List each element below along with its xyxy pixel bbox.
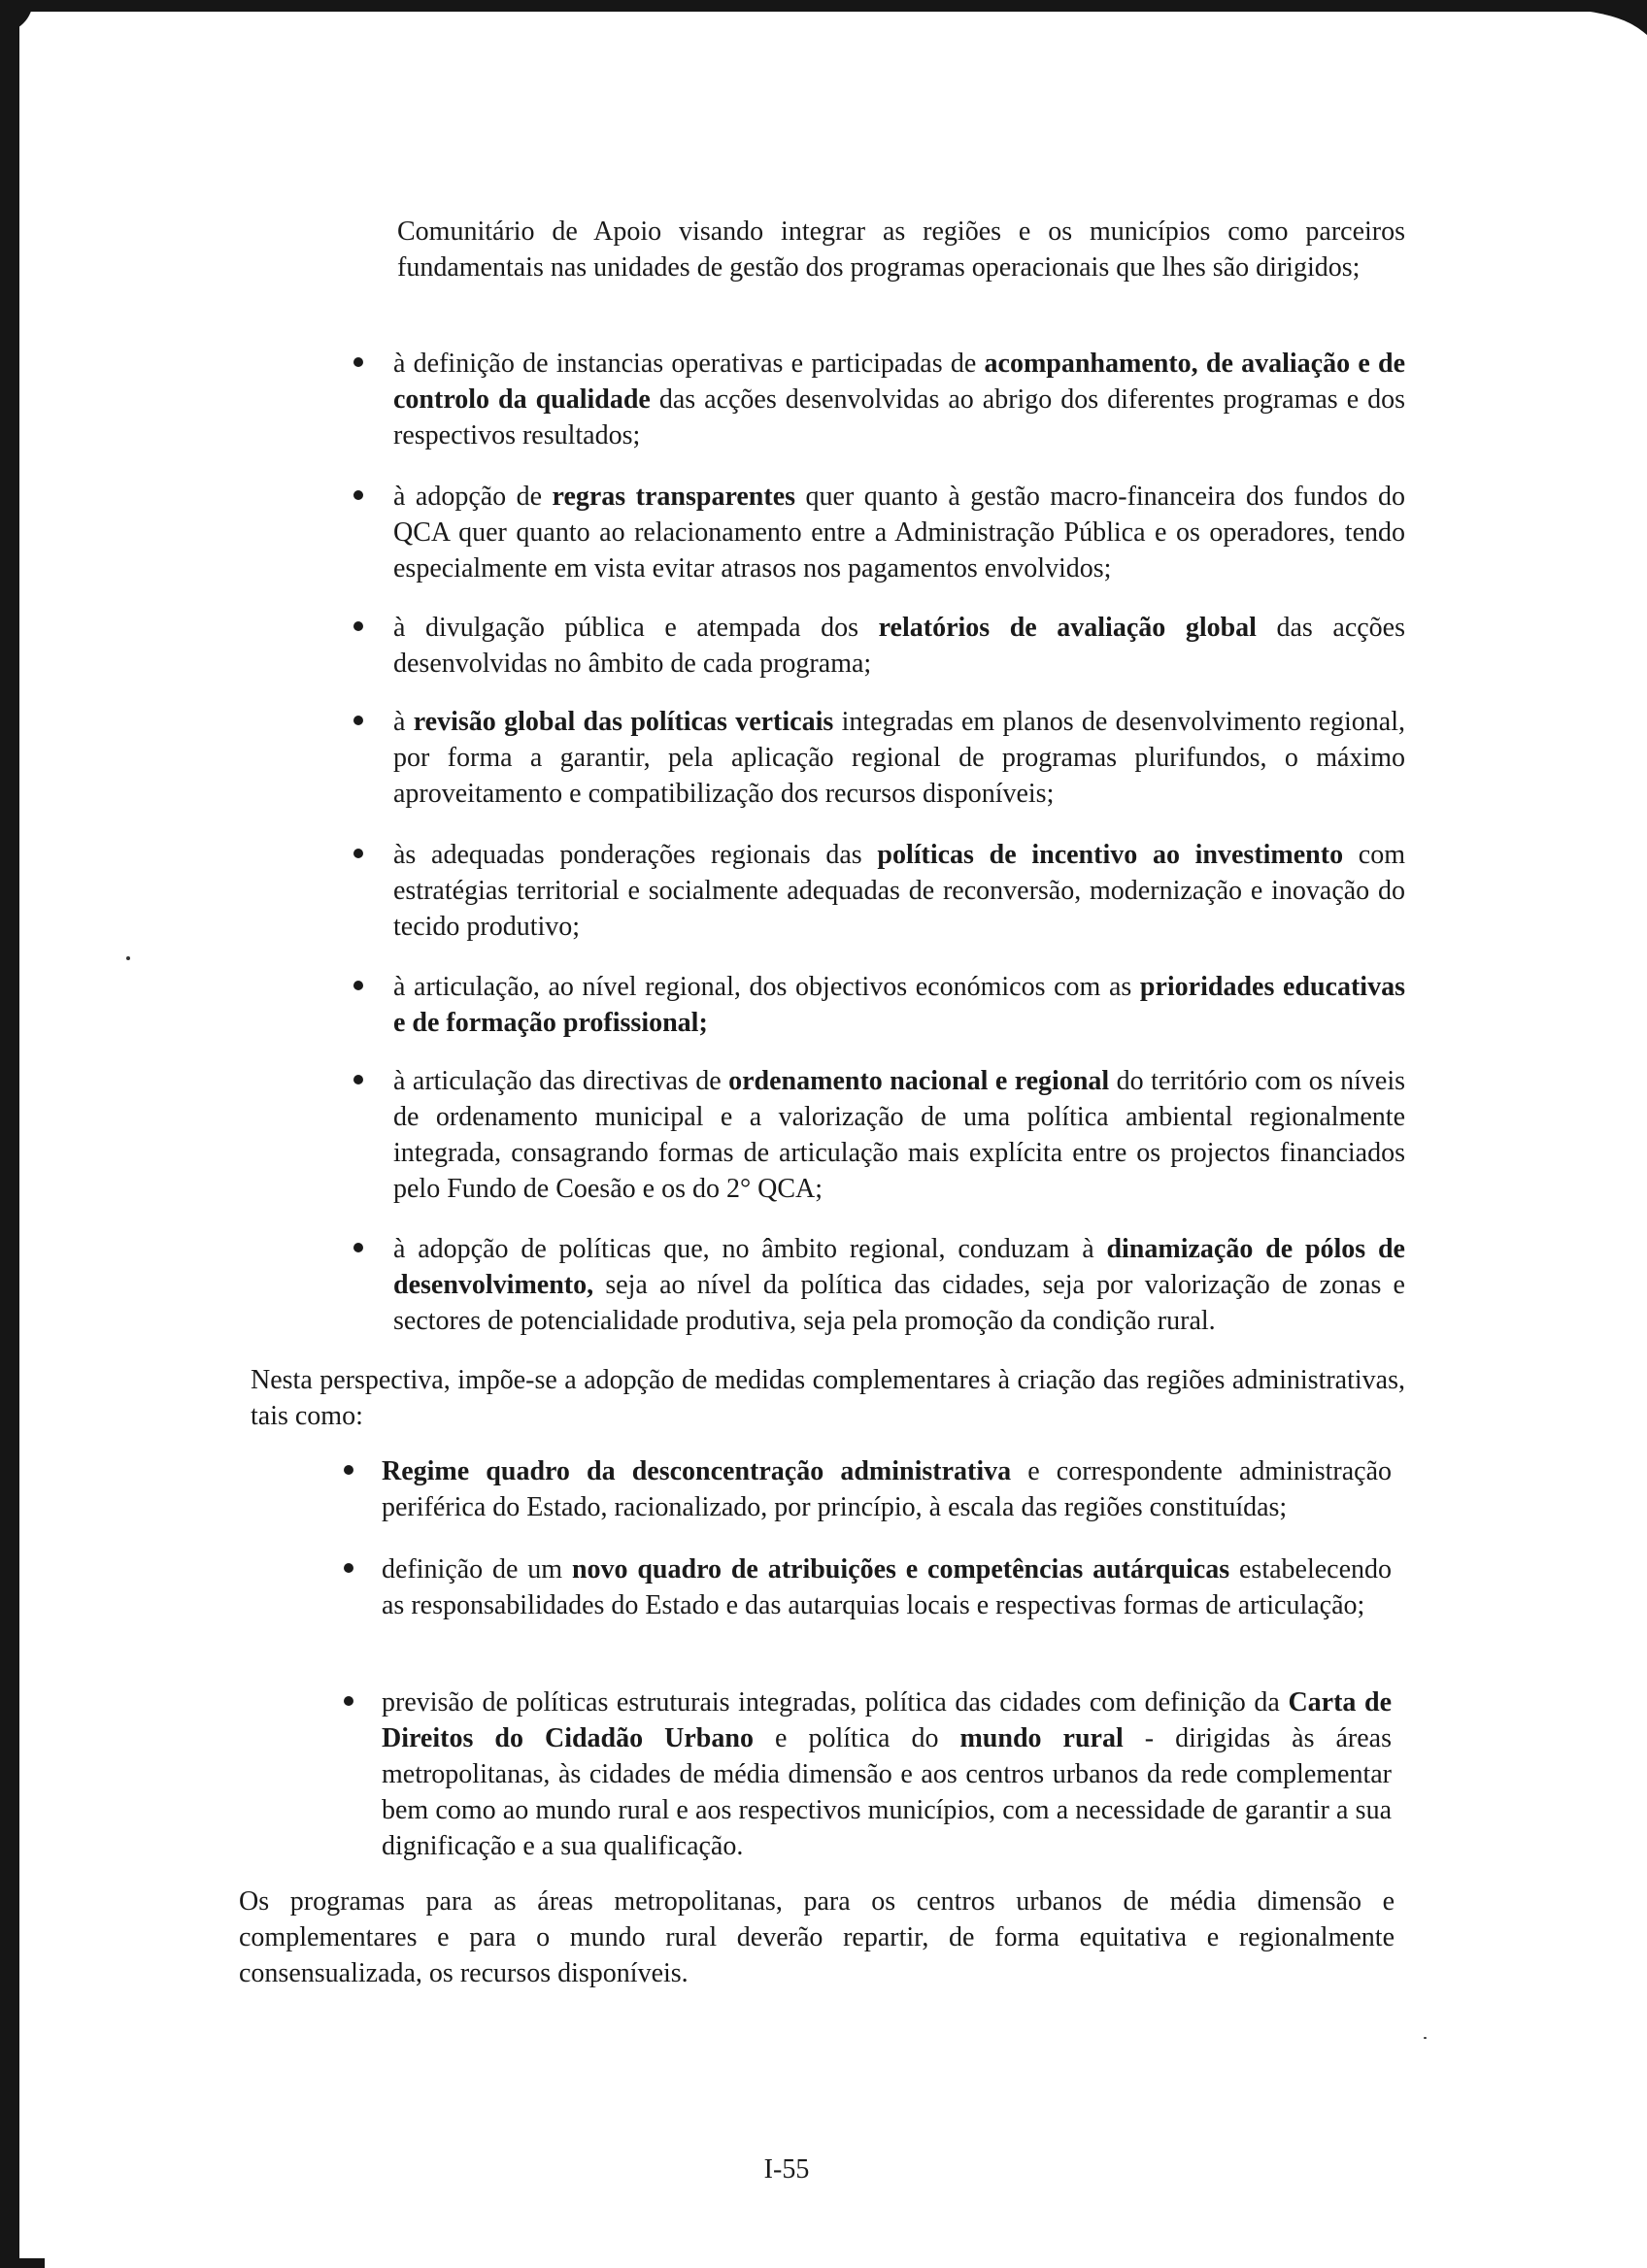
bullet-item xyxy=(393,969,1405,1041)
bullet-bold: políticas de incentivo ao investimento xyxy=(877,840,1344,870)
scan-border-top xyxy=(0,0,1647,12)
bullet-text: das acções desenvolvidas no âmbito de cada programa; xyxy=(393,613,1405,679)
bullet-text: à adopção de políticas que, no âmbito regional, conduzam à xyxy=(393,1234,1107,1264)
scan-border-bottom-left xyxy=(0,2258,45,2268)
bullet-bold: acompanhamento, de avaliação e de controlo da qualidade xyxy=(393,349,1406,415)
scan-corner-top-right xyxy=(1554,0,1647,35)
scan-speck xyxy=(1424,2037,1427,2039)
bullet-icon xyxy=(353,490,363,500)
bullet-bold: ordenamento nacional e regional xyxy=(728,1066,1110,1096)
scan-speck xyxy=(126,956,130,960)
bullet-icon xyxy=(344,1465,353,1475)
bullet-text: e política do xyxy=(753,1723,960,1753)
middle-text: Nesta perspectiva, impõe-se a adopção de medidas complementares à criação das regiões administrativas, tais como: xyxy=(251,1365,1405,1431)
bullet-text: à articulação, ao nível regional, dos objectivos económicos com as xyxy=(393,972,1140,1002)
bullet-text: à articulação das directivas de xyxy=(393,1066,729,1096)
scan-border-left xyxy=(0,0,19,2268)
sub-bullet-item xyxy=(382,1684,1392,1864)
bullet-bold: mundo rural xyxy=(959,1723,1124,1753)
bullet-bold: Regime quadro da desconcentração administrativa xyxy=(382,1456,1012,1486)
bullet-text: das acções desenvolvidas ao abrigo dos diferentes programas e dos respectivos resultados; xyxy=(393,384,1405,450)
bullet-icon xyxy=(353,1243,363,1252)
bullet-bold: relatórios de avaliação global xyxy=(878,613,1257,643)
page-number: I-55 xyxy=(763,2154,810,2185)
bullet-text: e correspondente administração periférica do Estado, racionalizado, por princípio, à escala das regiões constituídas; xyxy=(382,1456,1392,1522)
bullet-text: à adopção de xyxy=(393,482,553,512)
bullet-bold: regras transparentes xyxy=(552,482,796,512)
closing-paragraph xyxy=(239,1884,1395,1991)
bullet-item xyxy=(393,610,1405,682)
bullet-icon xyxy=(344,1563,353,1573)
bullet-item xyxy=(393,1063,1405,1207)
bullet-text: do território com os níveis de ordenamento municipal e a valorização de uma política ambiental regionalmente integrada, consagrando formas de articulação mais explícita entre os projectos financiados pelo Fundo de Coesão e os do 2° QCA; xyxy=(393,1066,1406,1204)
scan-corner xyxy=(0,0,33,33)
bullet-text: às adequadas ponderações regionais das xyxy=(393,840,878,870)
intro-text: Comunitário de Apoio visando integrar as regiões e os municípios como parceiros fundamentais nas unidades de gestão dos programas operacionais que lhes são dirigidos; xyxy=(397,217,1405,283)
bullet-item xyxy=(393,479,1405,586)
bullet-text: quer quanto à gestão macro-financeira dos fundos do QCA quer quanto ao relacionamento entre a Administração Pública e os operadores, tendo especialmente em vista evitar atrasos nos pagamentos envolvidos; xyxy=(393,482,1405,584)
bullet-icon xyxy=(353,1075,363,1084)
bullet-icon xyxy=(344,1696,353,1706)
bullet-icon xyxy=(353,981,363,990)
bullet-text: definição de um xyxy=(382,1554,572,1584)
bullet-text: estabelecendo as responsabilidades do Estado e das autarquias locais e respectivas formas de articulação; xyxy=(382,1554,1393,1620)
bullet-text: à definição de instancias operativas e participadas de xyxy=(393,349,985,379)
bullet-icon xyxy=(353,716,363,725)
bullet-bold: dinamização de pólos de desenvolvimento, xyxy=(393,1234,1405,1300)
bullet-text: seja ao nível da política das cidades, seja por valorização de zonas e sectores de potencialidade produtiva, seja pela promoção da condição rural. xyxy=(393,1270,1405,1336)
bullet-item xyxy=(393,1231,1405,1339)
bullet-icon xyxy=(353,849,363,858)
bullet-item xyxy=(393,346,1405,453)
bullet-bold: prioridades educativas e de formação profissional; xyxy=(393,972,1405,1038)
bullet-item xyxy=(393,704,1405,812)
sub-bullet-item xyxy=(382,1453,1392,1525)
bullet-item xyxy=(393,837,1405,945)
closing-text: Os programas para as áreas metropolitanas, para os centros urbanos de média dimensão e complementares e para o mundo rural deverão repartir, de forma equitativa e regionalmente consensualizada, os recursos disponíveis. xyxy=(239,1886,1395,1988)
bullet-text: - dirigidas às áreas metropolitanas, às cidades de média dimensão e aos centros urbanos da rede complementar bem como ao mundo rural e aos respectivos municípios, com a necessidade de garantir a sua dignificação e a sua qualificação. xyxy=(382,1723,1393,1861)
bullet-text: previsão de políticas estruturais integradas, política das cidades com definição da xyxy=(382,1687,1289,1718)
bullet-icon xyxy=(353,357,363,367)
bullet-bold: novo quadro de atribuições e competências autárquicas xyxy=(571,1554,1230,1584)
bullet-text: à divulgação pública e atempada dos xyxy=(393,613,879,643)
bullet-text: à xyxy=(393,707,414,737)
bullet-text: integradas em planos de desenvolvimento regional, por forma a garantir, pela aplicação regional de programas plurifundos, o máximo aproveitamento e compatibilização dos recursos disponíveis; xyxy=(393,707,1405,809)
bullet-text: com estratégias territorial e socialmente adequadas de reconversão, modernização e inovação do tecido produtivo; xyxy=(393,840,1405,942)
bullet-bold: Carta de Direitos do Cidadão Urbano xyxy=(382,1687,1393,1753)
bullet-icon xyxy=(353,621,363,631)
sub-bullet-item xyxy=(382,1551,1392,1623)
intro-paragraph xyxy=(397,214,1405,285)
middle-paragraph xyxy=(251,1362,1405,1434)
bullet-bold: revisão global das políticas verticais xyxy=(413,707,834,737)
